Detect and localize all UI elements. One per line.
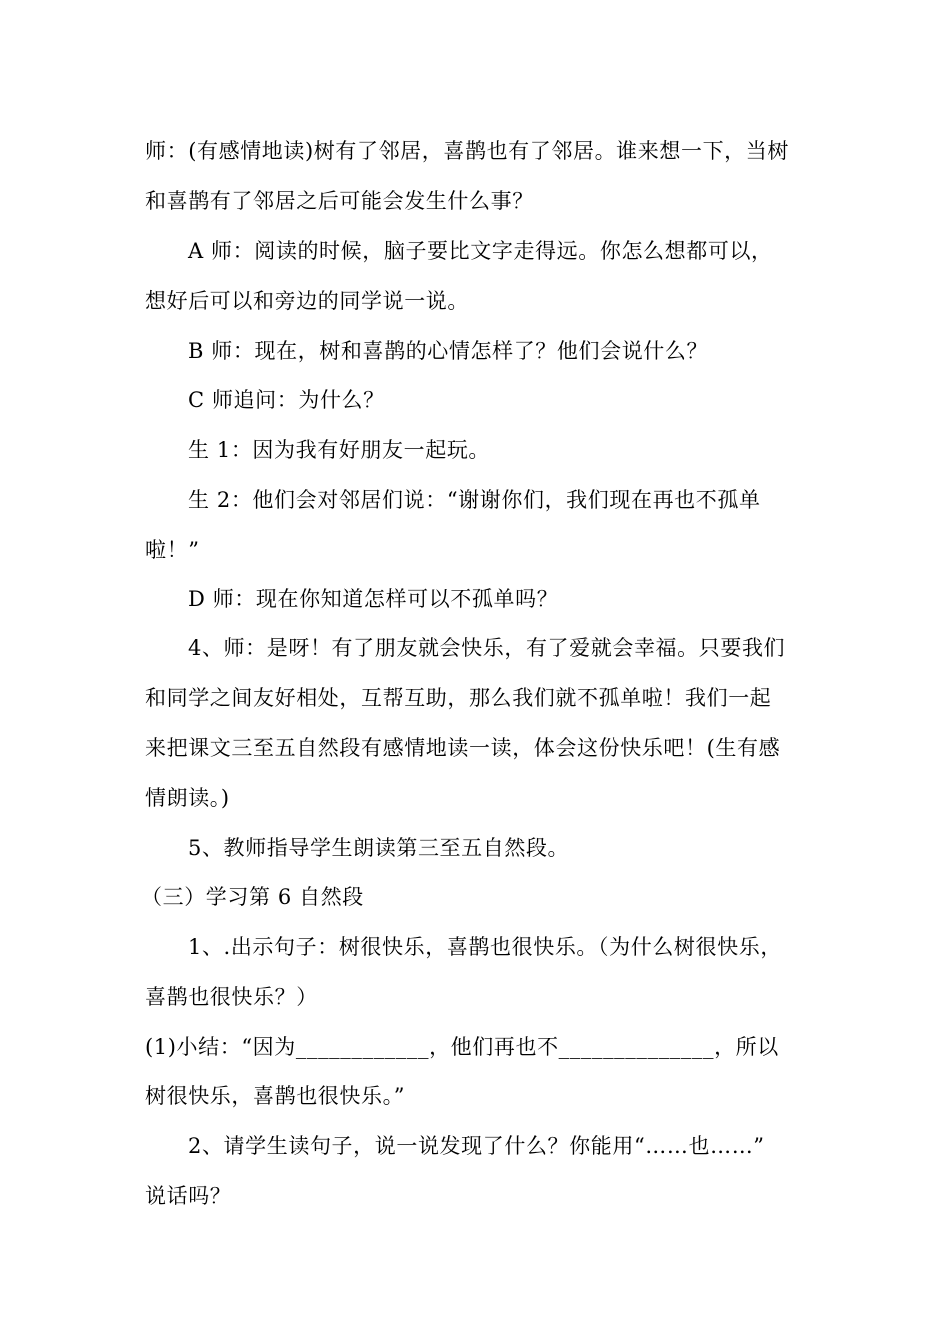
paragraph-line: 想好后可以和旁边的同学说一说。	[145, 289, 469, 313]
paragraph-line: 情朗读。)	[145, 786, 230, 810]
paragraph-line: 2、请学生读句子，说一说发现了什么？你能用“……也……”	[188, 1134, 765, 1158]
paragraph-line: 来把课文三至五自然段有感情地读一读，体会这份快乐吧！(生有感	[145, 736, 781, 760]
paragraph-line: 啦！”	[145, 538, 200, 562]
paragraph-line: C 师追问：为什么？	[188, 388, 385, 412]
section-heading: （三）学习第 6 自然段	[141, 885, 364, 909]
paragraph-line: 师：(有感情地读)树有了邻居，喜鹊也有了邻居。谁来想一下，当树	[145, 139, 789, 163]
paragraph-line: 4、师：是呀！有了朋友就会快乐，有了爱就会幸福。只要我们	[188, 636, 786, 660]
paragraph-line: 和喜鹊有了邻居之后可能会发生什么事？	[145, 189, 534, 213]
paragraph-line: 生 2：他们会对邻居们说：“谢谢你们，我们现在再也不孤单	[188, 488, 761, 512]
paragraph-line: 树很快乐，喜鹊也很快乐。”	[145, 1084, 406, 1108]
paragraph-line: 喜鹊也很快乐？）	[145, 985, 318, 1009]
paragraph-line: D 师：现在你知道怎样可以不孤单吗？	[188, 587, 559, 611]
paragraph-line: (1)小结：“因为____________，他们再也不______________，所以	[145, 1035, 779, 1059]
paragraph-line: 生 1：因为我有好朋友一起玩。	[188, 438, 491, 462]
paragraph-line: 和同学之间友好相处，互帮互助，那么我们就不孤单啦！我们一起	[145, 686, 772, 710]
paragraph-line: 说话吗？	[145, 1184, 232, 1208]
paragraph-line: 1、.出示句子：树很快乐，喜鹊也很快乐。（为什么树很快乐，	[188, 935, 782, 959]
paragraph-line: A 师：阅读的时候，脑子要比文字走得远。你怎么想都可以，	[188, 239, 773, 263]
paragraph-line: 5、教师指导学生朗读第三至五自然段。	[188, 836, 570, 860]
paragraph-line: B 师：现在，树和喜鹊的心情怎样了？他们会说什么？	[188, 339, 709, 363]
